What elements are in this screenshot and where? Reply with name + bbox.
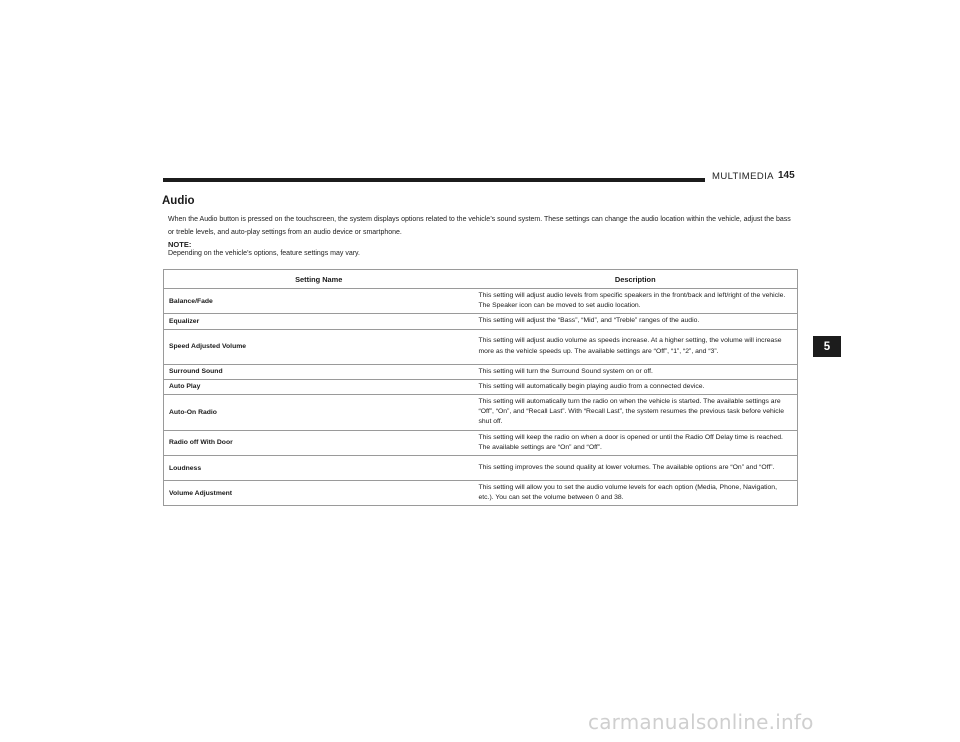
table-row <box>164 481 798 506</box>
setting-name: Balance/Fade <box>164 289 474 314</box>
setting-description: This setting will adjust audio volume as speeds increase. At a higher setting, the volume will increase more as the vehicle speeds up. The available settings are “Off”, “1”, “2”, and “3”. <box>474 329 798 364</box>
setting-name: Auto-On Radio <box>164 395 474 431</box>
running-header-section: MULTIMEDIA <box>712 171 774 182</box>
table-header-row <box>164 270 798 289</box>
chapter-tab: 5 <box>813 336 841 357</box>
table-row <box>164 289 798 314</box>
note-text: Depending on the vehicle’s options, feature settings may vary. <box>168 250 360 257</box>
setting-name: Volume Adjustment <box>164 481 474 506</box>
column-header-description: Description <box>474 270 798 289</box>
table-row <box>164 379 798 394</box>
setting-name: Equalizer <box>164 314 474 329</box>
setting-name: Loudness <box>164 456 474 481</box>
header-rule <box>163 178 705 182</box>
section-title: Audio <box>162 195 195 207</box>
column-header-setting-name: Setting Name <box>164 270 474 289</box>
table-row <box>164 456 798 481</box>
intro-paragraph: When the Audio button is pressed on the touchscreen, the system displays options related to the vehicle’s sound system. These settings can change the audio location within the vehicle, adjust the bass or treble levels, and auto-play settings from an audio device or smartphone. <box>168 216 791 236</box>
setting-description: This setting will keep the radio on when a door is opened or until the Radio Off Delay time is reached. The available settings are “On” and “Off”. <box>474 430 798 455</box>
watermark: carmanualsonline.info <box>588 710 814 734</box>
setting-description: This setting will turn the Surround Sound system on or off. <box>474 364 798 379</box>
note-label: NOTE: <box>168 240 192 249</box>
setting-description: This setting will automatically turn the radio on when the vehicle is started. The available settings are “Off”, “On”, and “Recall Last”. With “Recall Last”, the system resumes the previous task before vehicle shut off. <box>474 395 798 431</box>
table-row <box>164 329 798 364</box>
setting-description: This setting will automatically begin playing audio from a connected device. <box>474 379 798 394</box>
audio-settings-table <box>163 269 798 506</box>
table-row <box>164 430 798 455</box>
setting-description: This setting will adjust audio levels from specific speakers in the front/back and left/right of the vehicle. The Speaker icon can be moved to set audio location. <box>474 289 798 314</box>
setting-description: This setting will adjust the “Bass”, “Mid”, and “Treble” ranges of the audio. <box>474 314 798 329</box>
setting-name: Surround Sound <box>164 364 474 379</box>
setting-description: This setting improves the sound quality at lower volumes. The available options are “On” and “Off”. <box>474 456 798 481</box>
table-row <box>164 364 798 379</box>
setting-description: This setting will allow you to set the audio volume levels for each option (Media, Phone, Navigation, etc.). You can set the volume between 0 and 38. <box>474 481 798 506</box>
table-row <box>164 314 798 329</box>
setting-name: Auto Play <box>164 379 474 394</box>
table-row <box>164 395 798 431</box>
setting-name: Speed Adjusted Volume <box>164 329 474 364</box>
setting-name: Radio off With Door <box>164 430 474 455</box>
page-number: 145 <box>778 170 795 181</box>
